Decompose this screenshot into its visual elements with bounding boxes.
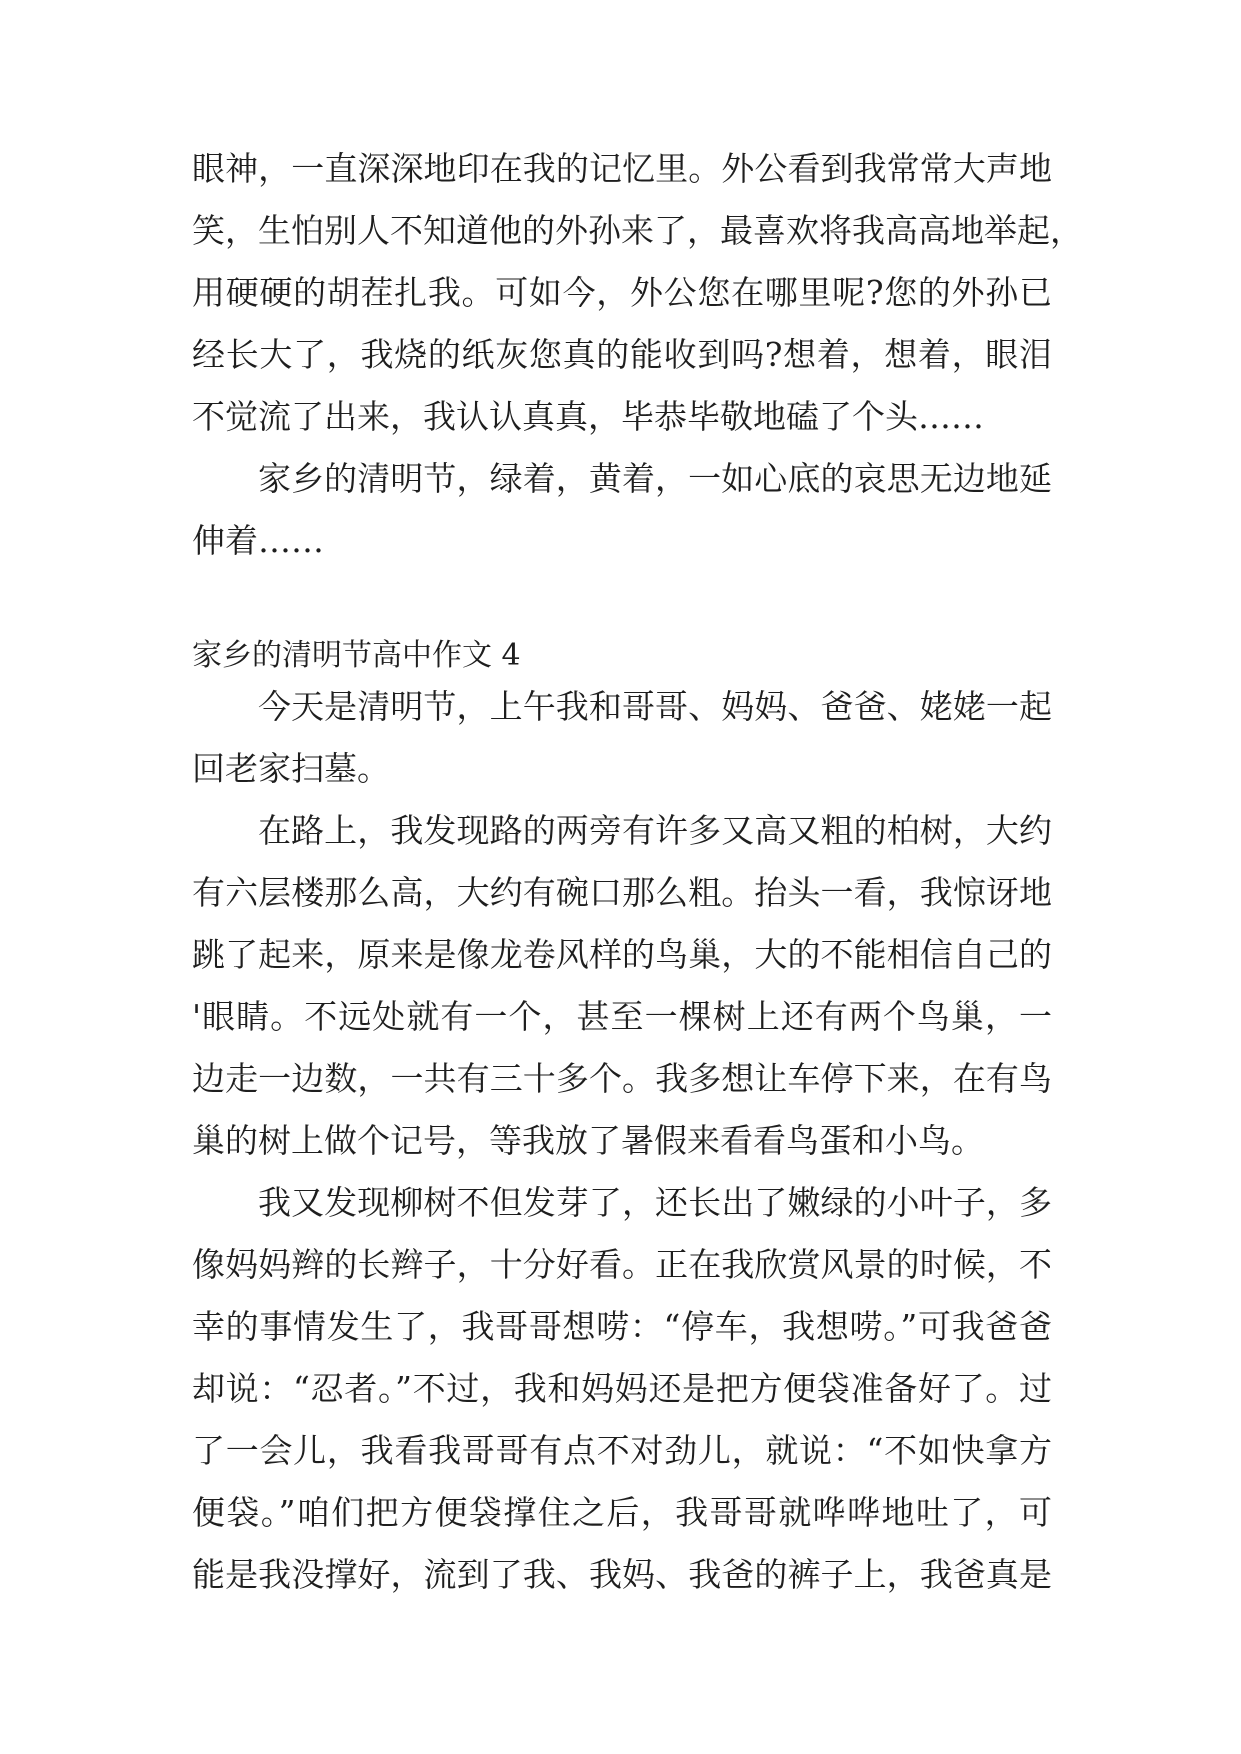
text-line: 家乡的清明节，绿着，黄着，一如心底的哀思无边地延 xyxy=(258,459,1052,498)
text-line: 不觉流了出来，我认认真真，毕恭毕敬地磕了个头…… xyxy=(192,397,984,436)
text-line: 有六层楼那么高，大约有碗口那么粗。抬头一看，我惊讶地 xyxy=(192,873,1052,912)
text-line: 却说：“忍者。”不过，我和妈妈还是把方便袋准备好了。过 xyxy=(192,1369,1052,1408)
text-line: 跳了起来，原来是像龙卷风样的鸟巢，大的不能相信自己的 xyxy=(192,935,1052,974)
text-line: 用硬硬的胡茬扎我。可如今，外公您在哪里呢?您的外孙已 xyxy=(192,273,1052,312)
text-line: 巢的树上做个记号，等我放了暑假来看看鸟蛋和小鸟。 xyxy=(192,1121,984,1160)
text-line: 眼神，一直深深地印在我的记忆里。外公看到我常常大声地 xyxy=(192,149,1052,188)
paragraph-willow xyxy=(192,1172,1052,1606)
text-line: 边走一边数，一共有三十多个。我多想让车停下来，在有鸟 xyxy=(192,1059,1052,1098)
text-line: '眼睛。不远处就有一个，甚至一棵树上还有两个鸟巢，一 xyxy=(192,997,1052,1036)
paragraph-continuation xyxy=(192,138,1083,448)
text-line: 经长大了，我烧的纸灰您真的能收到吗?想着，想着，眼泪 xyxy=(192,335,1052,374)
text-line: 能是我没撑好，流到了我、我妈、我爸的裤子上，我爸真是 xyxy=(192,1555,1052,1594)
paragraph-closing xyxy=(192,448,1052,572)
essay-heading: 家乡的清明节高中作文 4 xyxy=(192,638,521,673)
paragraph-intro xyxy=(192,676,1052,800)
text-line: 幸的事情发生了，我哥哥想唠：“停车，我想唠。”可我爸爸 xyxy=(192,1307,1052,1346)
text-line: 今天是清明节，上午我和哥哥、妈妈、爸爸、姥姥一起 xyxy=(258,687,1052,726)
text-line: 伸着…… xyxy=(192,521,324,560)
text-line: 了一会儿，我看我哥哥有点不对劲儿，就说：“不如快拿方 xyxy=(192,1431,1052,1470)
text-line: 回老家扫墓。 xyxy=(192,749,390,788)
text-line: 在路上，我发现路的两旁有许多又高又粗的柏树，大约 xyxy=(258,811,1052,850)
text-line: 笑，生怕别人不知道他的外孙来了，最喜欢将我高高地举起， xyxy=(192,211,1083,250)
text-line: 像妈妈辫的长辫子，十分好看。正在我欣赏风景的时候，不 xyxy=(192,1245,1052,1284)
paragraph-road xyxy=(192,800,1052,1172)
text-line: 便袋。”咱们把方便袋撑住之后，我哥哥就哗哗地吐了，可 xyxy=(192,1493,1052,1532)
text-line: 我又发现柳树不但发芽了，还长出了嫩绿的小叶子，多 xyxy=(258,1183,1052,1222)
